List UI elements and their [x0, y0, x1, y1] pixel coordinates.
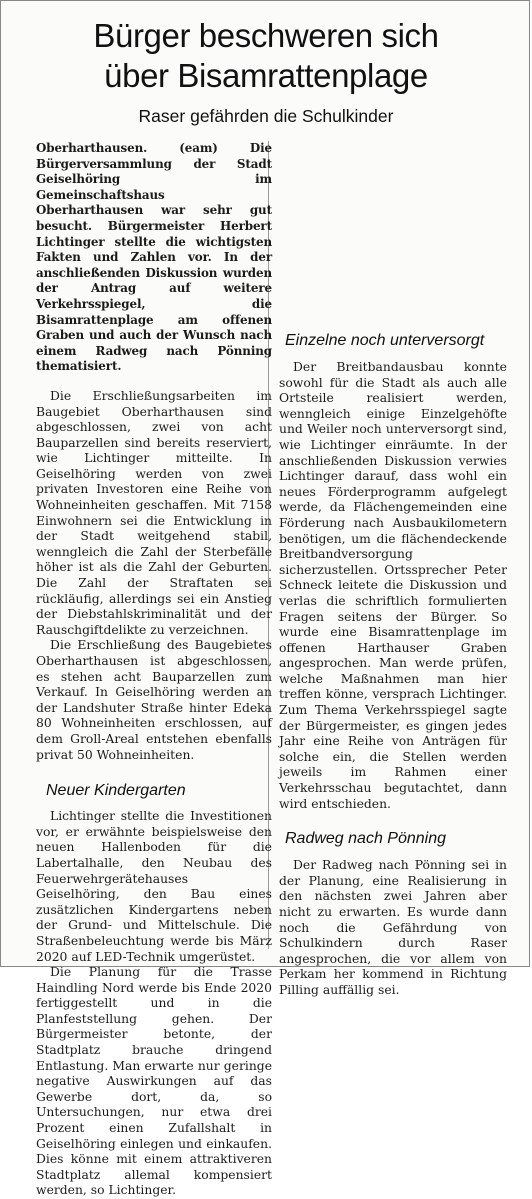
body-paragraph: Die Planung für die Trasse Haindling Nord werde bis Ende 2020 fertiggestellt und in die Planfeststellung gehen. Der Bürgermeister betonte, der Stadtplatz brauche dringend Entlastung. Man erwarte nur geringe negative Auswirkungen auf das Gewerbe dort, da, so Untersuchungen, nur etwa drei Prozent einen Zufallshalt in Geiselhöring einlegen und einkaufen. Dies könne mit einem attraktiveren Stadtplatz allemal kompensiert werden, so Lichtinger.: [36, 965, 272, 1198]
subheading-radweg: Radweg nach Pönning: [285, 830, 447, 848]
subheading-kindergarten: Neuer Kindergarten: [46, 782, 186, 800]
body-paragraph: Die Erschließungsarbeiten im Baugebiet Oberharthausen sind abgeschlossen, zwei von acht Bauparzellen sind bereits reserviert, wie Lichtinger mitteilte. In Geiselhöring werden von zwei privaten Investoren eine Reihe von Wohneinheiten geschaffen. Mit 7158 Einwohnern sei die Entwicklung in der Stadt weitgehend stabil, wenngleich die Zahl der Sterbefälle höher ist als die Zahl der Geburten. Die Zahl der Straftaten sei rückläufig, allerdings sei ein Anstieg der Diebstahlskriminalität und der Rauschgiftdelikte zu verzeichnen.: [36, 388, 272, 637]
left-column: [36, 141, 272, 1199]
body-paragraph: Lichtinger stellte die Investitionen vor, er erwähnte beispielsweise den neuen Hallenboden für die Labertalhalle, den Neubau des Feuerwehrgerätehauses Geiselhöring, den Bau eines zusätzlichen Kindergartens neben der Grund- und Mittelschule. Die Straßenbeleuchtung werde bis März 2020 auf LED-Technik umgerüstet.: [36, 809, 272, 964]
headline: [0, 16, 532, 96]
intro-paragraph: Oberharthausen. (eam) Die Bürgerversammlung der Stadt Geiselhöring im Gemeinschaftshaus Oberharthausen war sehr gut besucht. Bürgermeister Herbert Lichtinger stellte die wichtigsten Fakten und Zahlen vor. In der anschließenden Diskussion wurden der Antrag auf weitere Verkehrsspiegel, die Bisamrattenplage am offenen Graben und auch der Wunsch nach einem Radweg nach Pönning thematisiert.: [36, 141, 272, 374]
subheadline: Raser gefährden die Schulkinder: [138, 106, 394, 126]
headline-line-1: Bürger beschweren sich: [93, 17, 439, 54]
right-column: [279, 141, 507, 999]
body-paragraph: Der Radweg nach Pönning sei in der Planung, eine Realisierung in den nächsten zwei Jahren aber nicht zu erwarten. Es wurde dann noch die Gefährdung von Schulkindern durch Raser angesprochen, die vor allem von Perkam her kommend in Richtung Pilling auffällig sei.: [279, 858, 507, 997]
body-paragraph: Der Breitbandausbau konnte sowohl für die Stadt als auch alle Ortsteile realisiert werden, wenngleich einige Einzelgehöfte und Weiler noch unterversorgt sind, wie Lichtinger einräumte. In der anschließenden Diskussion verwies Lichtinger darauf, dass wohl ein neues Förderprogramm aufgelegt werde, da Flächengemeinden eine Förderung nach Ausbaukilometern benötigen, um die flächendeckende Breitbandversorgung sicherzustellen. Ortssprecher Peter Schneck leitete die Diskussion und verlas die schriftlich formulierten Fragen seitens der Bürger. So wurde eine Bisamrattenplage im offenen Harthauser Graben angesprochen. Man werde prüfen, welche Maßnahmen man hier treffen könne, versprach Lichtinger. Zum Thema Verkehrsspiegel sagte der Bürgermeister, es gingen jedes Jahr eine Reihe von Anträgen für solche ein, die Stellen werden jeweils im Rahmen einer Verkehrsschau begutachtet, dann wird entschieden.: [279, 360, 507, 811]
subheading-unterversorgt: Einzelne noch unterversorgt: [285, 332, 485, 349]
body-paragraph: Die Erschließung des Baugebietes Oberharthausen ist abgeschlossen, es stehen acht Bauparzellen zum Verkauf. In Geiselhöring werden an der Landshuter Straße hinter Edeka 80 Wohneinheiten erschlossen, auf dem Groll-Areal entstehen ebenfalls privat 50 Wohneinheiten.: [36, 638, 272, 762]
headline-line-2: über Bisamrattenplage: [104, 57, 428, 94]
